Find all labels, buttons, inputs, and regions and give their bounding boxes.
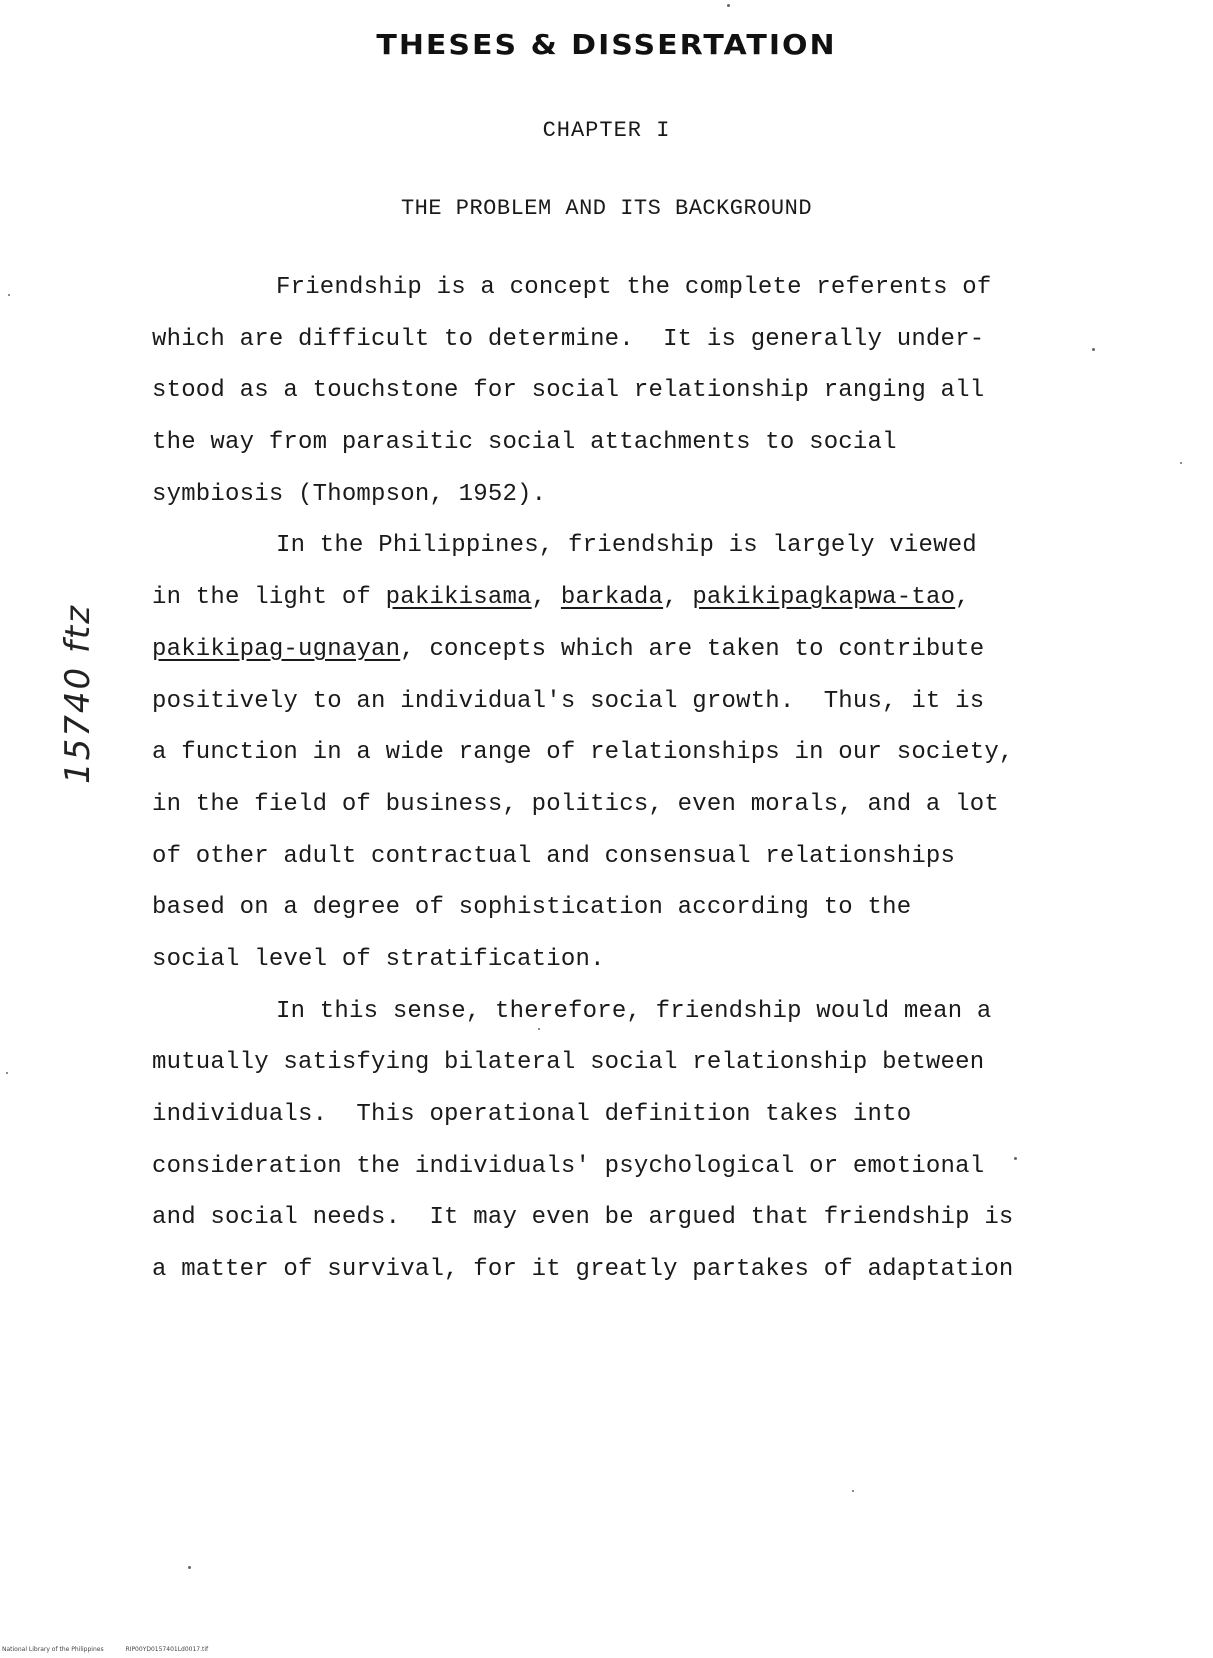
scan-speck <box>538 1028 540 1030</box>
handwritten-margin-note: 15740 ftz <box>58 603 98 784</box>
paragraph-1-line: symbiosis (Thompson, 1952). <box>152 480 547 508</box>
paragraph-2-line <box>152 572 1092 624</box>
paragraph-2-line: in the field of business, politics, even morals, and a lot <box>152 790 999 818</box>
text-fragment: , concepts which are taken to contribute <box>400 635 985 663</box>
scan-speck <box>1014 1157 1017 1160</box>
paragraph-2-line <box>152 624 1092 676</box>
paragraph-1-line: stood as a touchstone for social relationship ranging all <box>152 377 985 405</box>
footer-filename: RIP00YD0157401Ld0017.tif <box>125 1646 209 1653</box>
paragraph-2-line: social level of stratification. <box>152 945 605 973</box>
paragraph-3-line: consideration the individuals' psychological or emotional <box>152 1152 985 1180</box>
scan-footer <box>2 1646 208 1653</box>
text-fragment: , <box>531 584 561 612</box>
paragraph-2-line: a function in a wide range of relationships in our society, <box>152 739 1014 767</box>
paragraph-2-line: In the Philippines, friendship is largely viewed <box>276 532 977 560</box>
theses-dissertation-stamp: THESES & DISSERTATION <box>376 29 837 62</box>
paragraph-3-line: In this sense, therefore, friendship would mean a <box>276 997 992 1025</box>
paragraph-3-line: a matter of survival, for it greatly partakes of adaptation <box>152 1256 1014 1284</box>
paragraph-2-line: based on a degree of sophistication according to the <box>152 894 912 922</box>
scan-speck <box>8 294 10 296</box>
scan-speck <box>188 1566 191 1569</box>
term-pakikisama: pakikisama <box>385 584 532 612</box>
body-text <box>152 262 1092 1296</box>
chapter-title: CHAPTER I <box>542 118 671 143</box>
paragraph-1-line: Friendship is a concept the complete referents of <box>276 274 992 301</box>
paragraph-3-line: and social needs. It may even be argued that friendship is <box>152 1204 1014 1232</box>
term-barkada: barkada <box>560 584 664 612</box>
paragraph-1-line: which are difficult to determine. It is generally under- <box>152 325 985 353</box>
scan-speck <box>6 1072 8 1074</box>
paragraph-1-line: the way from parasitic social attachments to social <box>152 429 897 457</box>
footer-library: National Library of the Philippines <box>2 1646 104 1653</box>
text-fragment: in the light of <box>152 584 386 612</box>
paragraph-3-line: individuals. This operational definition takes into <box>152 1101 912 1128</box>
paragraph-2-line: of other adult contractual and consensual relationships <box>152 842 956 870</box>
paragraph-3-line: mutually satisfying bilateral social relationship between <box>152 1049 985 1077</box>
scan-speck <box>1092 348 1095 351</box>
chapter-heading: THE PROBLEM AND ITS BACKGROUND <box>400 196 813 221</box>
scan-speck <box>852 1490 854 1492</box>
scan-speck <box>1180 462 1182 464</box>
term-pakikipagkapwa-tao: pakikipagkapwa-tao <box>692 584 956 612</box>
scan-speck <box>727 4 730 7</box>
term-pakikipag-ugnayan: pakikipag-ugnayan <box>152 635 401 663</box>
paragraph-2-line: positively to an individual's social growth. Thus, it is <box>152 687 985 715</box>
text-fragment: , <box>663 584 693 612</box>
text-fragment: , <box>955 584 970 612</box>
